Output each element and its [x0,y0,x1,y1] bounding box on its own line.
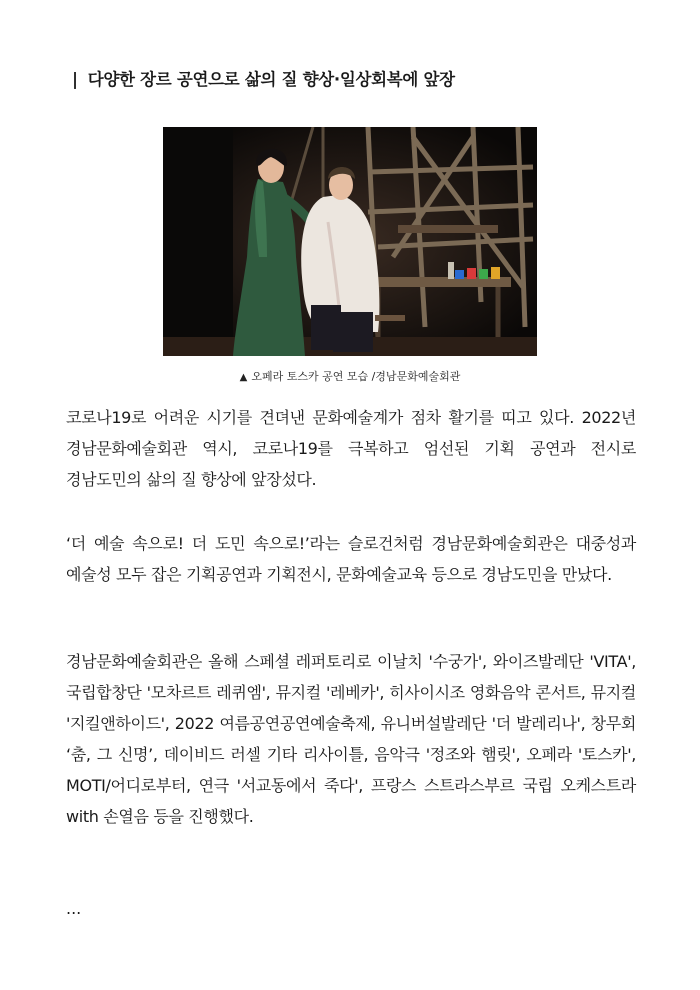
body-paragraph-3: 경남문화예술회관은 올해 스페셜 레퍼토리로 이날치 '수궁가', 와이즈발레단 'VITA', 국립합창단 '모차르트 레퀴엠', 뮤지컬 '레베카', 히사이시조 영화음악 콘서트, 뮤지컬 '지킬앤하이드', 2022 여름공연공연예술축제, 유니버설발레단 '더 발레리나', 창무회 ‘춤, 그 신명’, 데이비드 러셀 기타 리사이틀, 음악극 '정조와 햄릿', 오페라 '토스카', MOTI/어디로부터, 연극 '서교동에서 죽다', 프랑스 스트라스부르 국립 오케스트라 with 손열음 등을 진행했다. [66,652,636,826]
photo-caption [0,368,700,384]
caption-marker: ▲ [239,372,248,383]
heading-text: 다양한 장르 공연으로 삶의 질 향상·일상회복에 앞장 [87,70,455,89]
opera-stage-photo [163,127,537,356]
section-heading [72,66,455,90]
caption-text: 오페라 토스카 공연 모습 /경남문화예술회관 [251,370,461,383]
continuation-ellipsis: ... [66,899,82,918]
body-paragraph-1: 코로나19로 어려운 시기를 견뎌낸 문화예술계가 점차 활기를 띠고 있다. 2022년 경남문화예술회관 역시, 코로나19를 극복하고 엄선된 기획 공연과 전시로 경남도민의 삶의 질 향상에 앞장섰다. [66,408,636,489]
body-paragraph-2: ‘더 예술 속으로! 더 도민 속으로!’라는 슬로건처럼 경남문화예술회관은 대중성과 예술성 모두 잡은 기획공연과 기획전시, 문화예술교육 등으로 경남도민을 만났다. [66,534,636,584]
heading-marker: | [72,70,78,89]
